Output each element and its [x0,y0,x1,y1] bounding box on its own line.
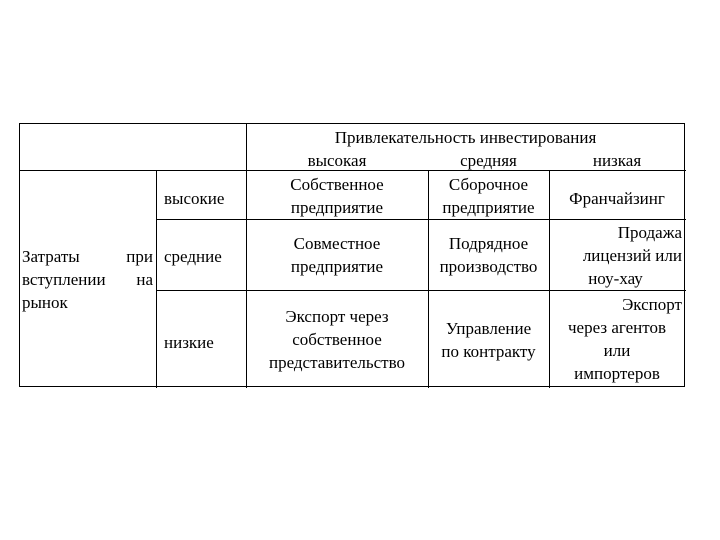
cost-low: низкие [164,333,214,352]
row-label-word: Затраты [22,247,80,266]
cell-assembly-enterprise: Сборочное предприятие [442,175,535,217]
cell-management-contract: Управление по контракту [441,319,536,361]
divider-row-2 [156,290,686,291]
divider-label-col [156,170,157,388]
cell-licensing: Продажа лицензий или ноу-хау [582,223,682,288]
row-label-word: на [136,270,153,289]
row-label-word: при [126,247,153,266]
level-high: высокая [307,151,367,170]
cell-export-own-office: Экспорт через собственное представительство [268,307,406,372]
cost-medium: средние [164,247,222,266]
level-low: низкая [592,151,642,170]
cost-high: высокие [164,189,225,208]
cell-franchising: Франчайзинг [569,189,665,208]
level-medium: средняя [460,151,517,170]
cell-export-agents: Экспорт через агентов или импортеров [568,295,682,383]
row-label-word: вступлении [22,270,106,289]
cell-contract-manufacturing: Подрядное производство [439,234,538,276]
header-title: Привлекательность инвестирования [334,128,597,147]
divider-row-1 [156,219,686,220]
row-label [22,245,153,314]
cell-own-enterprise: Собственное предприятие [290,175,384,217]
cell-joint-venture: Совместное предприятие [290,234,384,276]
row-label-word: рынок [22,293,68,312]
